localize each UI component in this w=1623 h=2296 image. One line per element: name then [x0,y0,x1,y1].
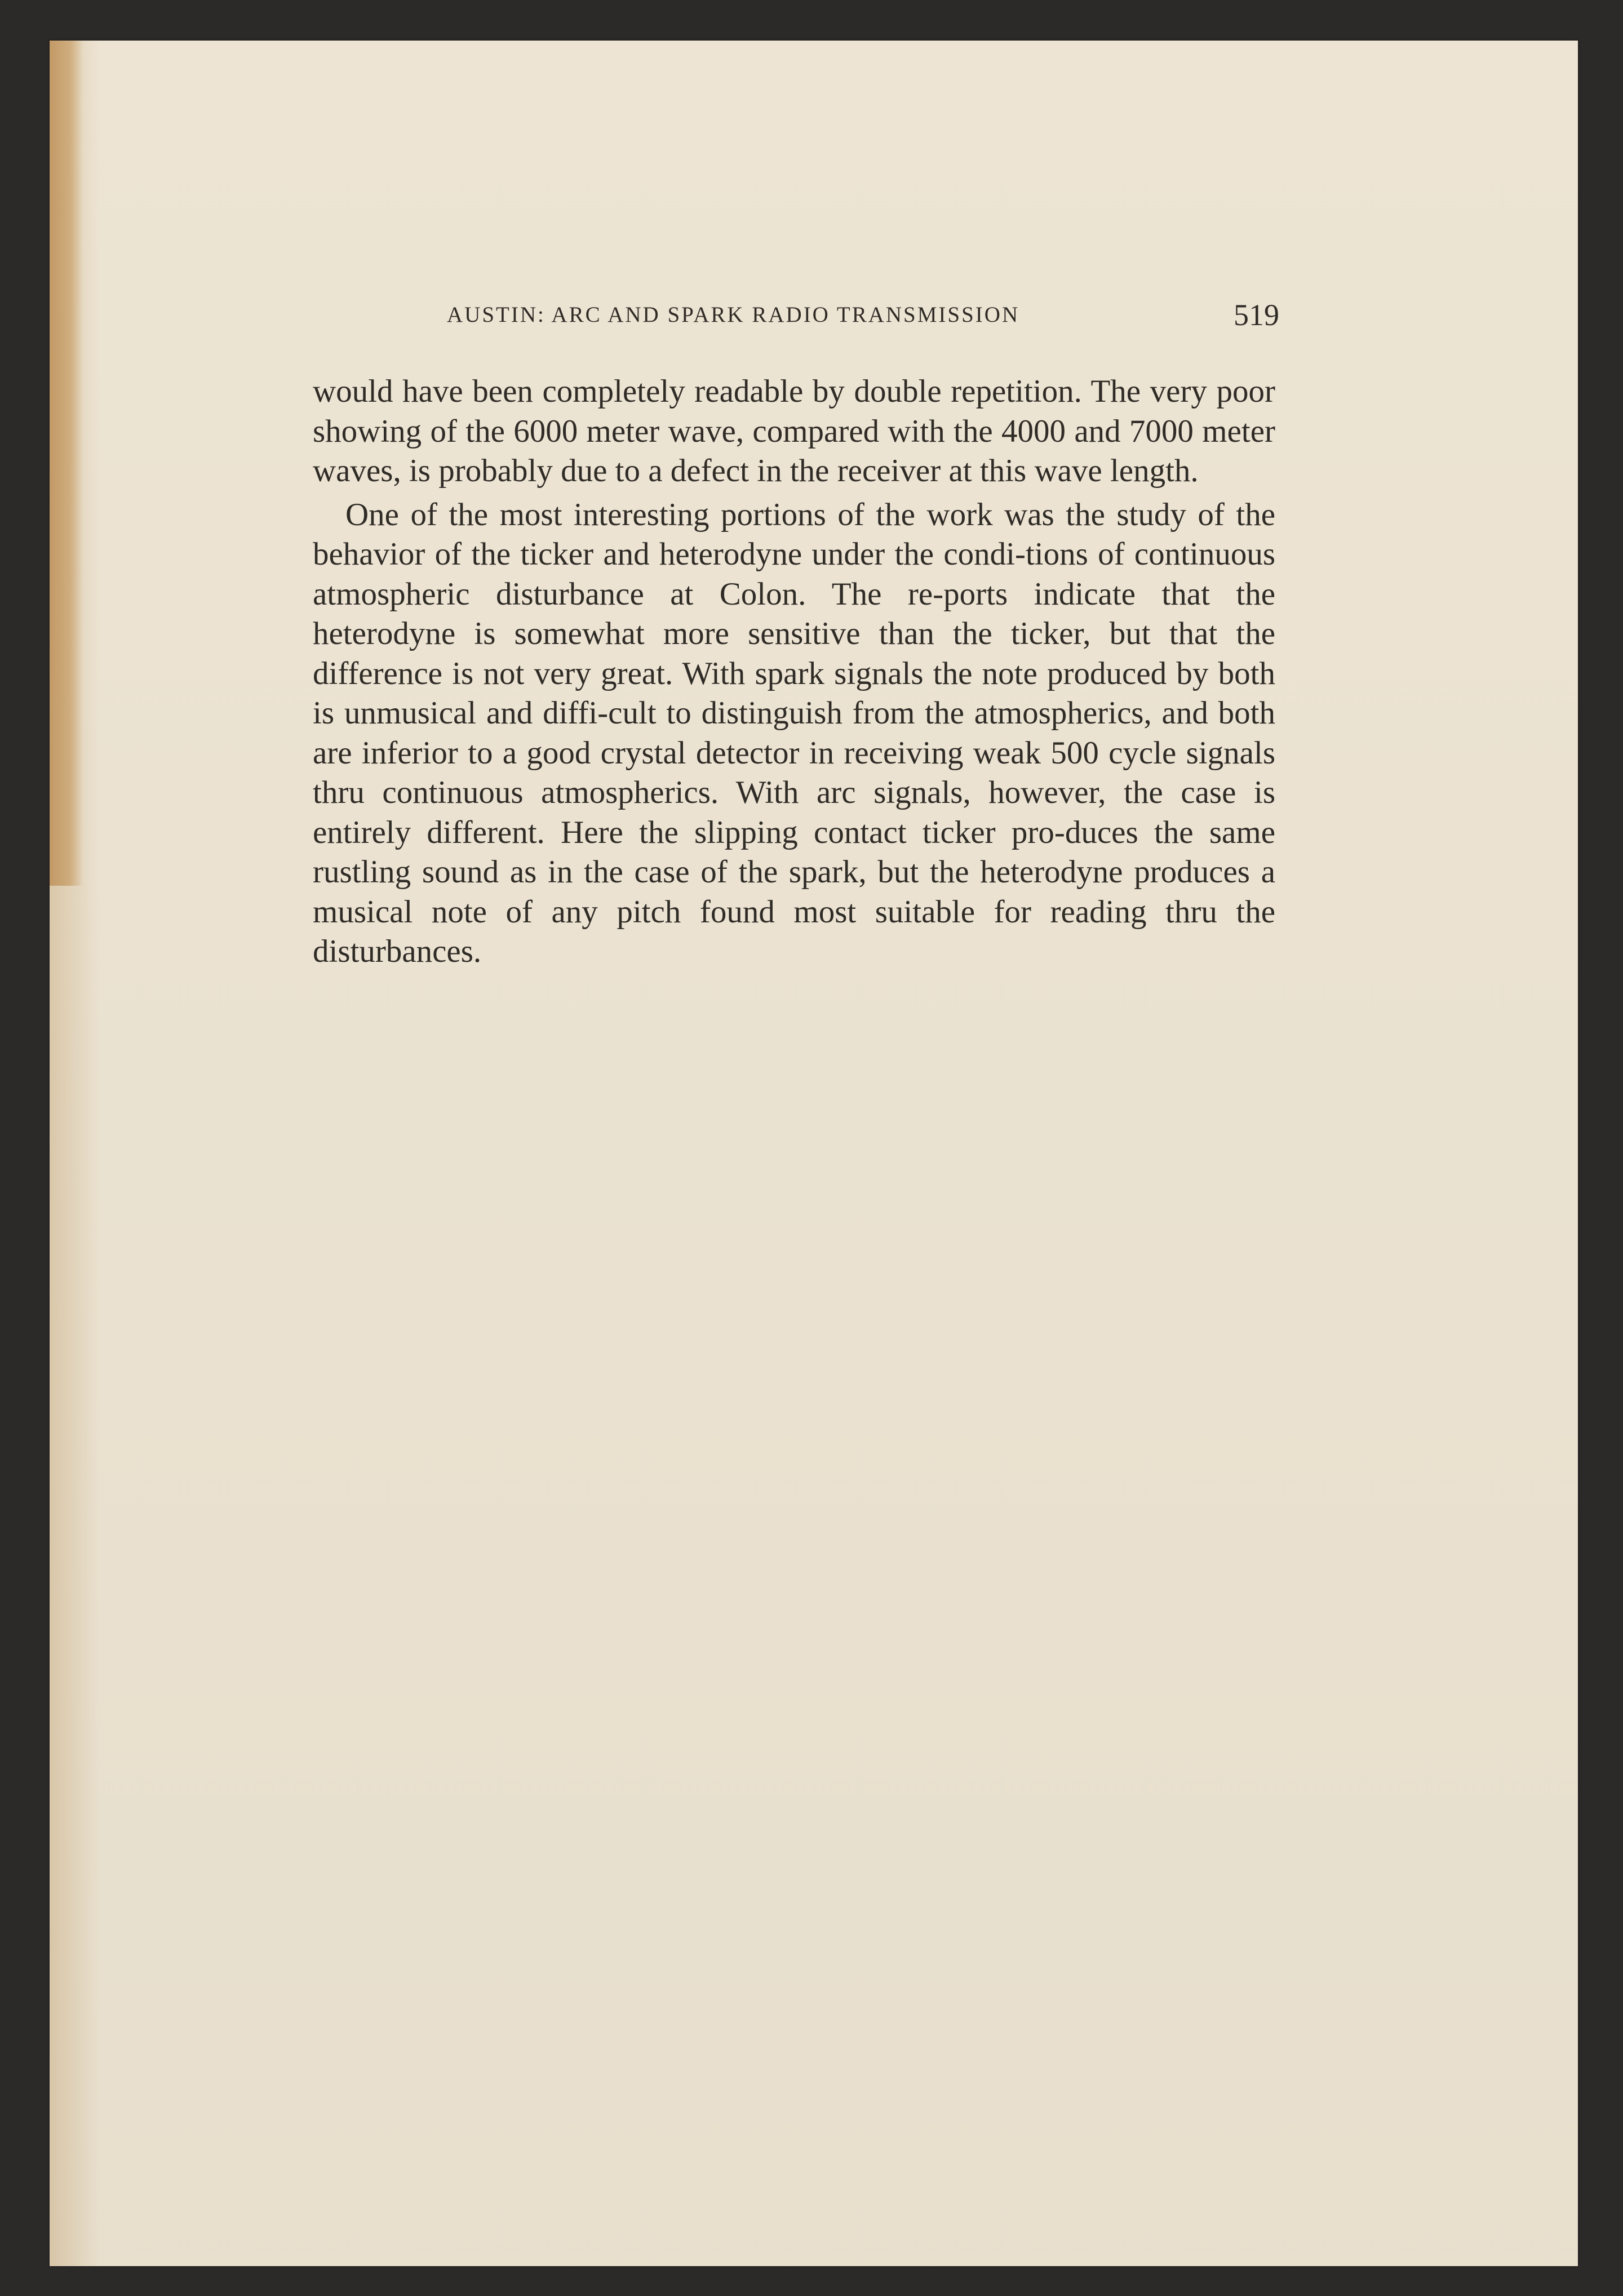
running-head [394,297,1279,331]
paragraph-ticker-heterodyne: One of the most interesting portions of the work was the study of the behavior of the ticker and heterodyne under the condi-tions of continuous atmospheric disturbance at Colon. The re-ports indicate that the heterodyne is somewhat more sensitive than the ticker, but that the difference is not very great. With spark signals the note produced by both is unmusical and diffi-cult to distinguish from the atmospherics, and both are inferior to a good crystal detector in receiving weak 500 cycle signals thru continuous atmospherics. With arc signals, however, the case is entirely different. Here the slipping contact ticker pro-duces the same rustling sound as in the case of the spark, but the heterodyne produces a musical note of any pitch found most suitable for reading thru the disturbances. [313,496,1275,969]
running-title: AUSTIN: ARC AND SPARK RADIO TRANSMISSION [447,303,1020,327]
page-number: 519 [1234,298,1279,332]
page-edge-stain [50,41,83,886]
paragraph-continued: would have been completely readable by double repetition. The very poor showing of the 6000 meter wave, compared with the 4000 and 7000 meter waves, is probably due to a defect in the receiver at this wave length. [313,374,1275,488]
body-text [313,372,1275,972]
